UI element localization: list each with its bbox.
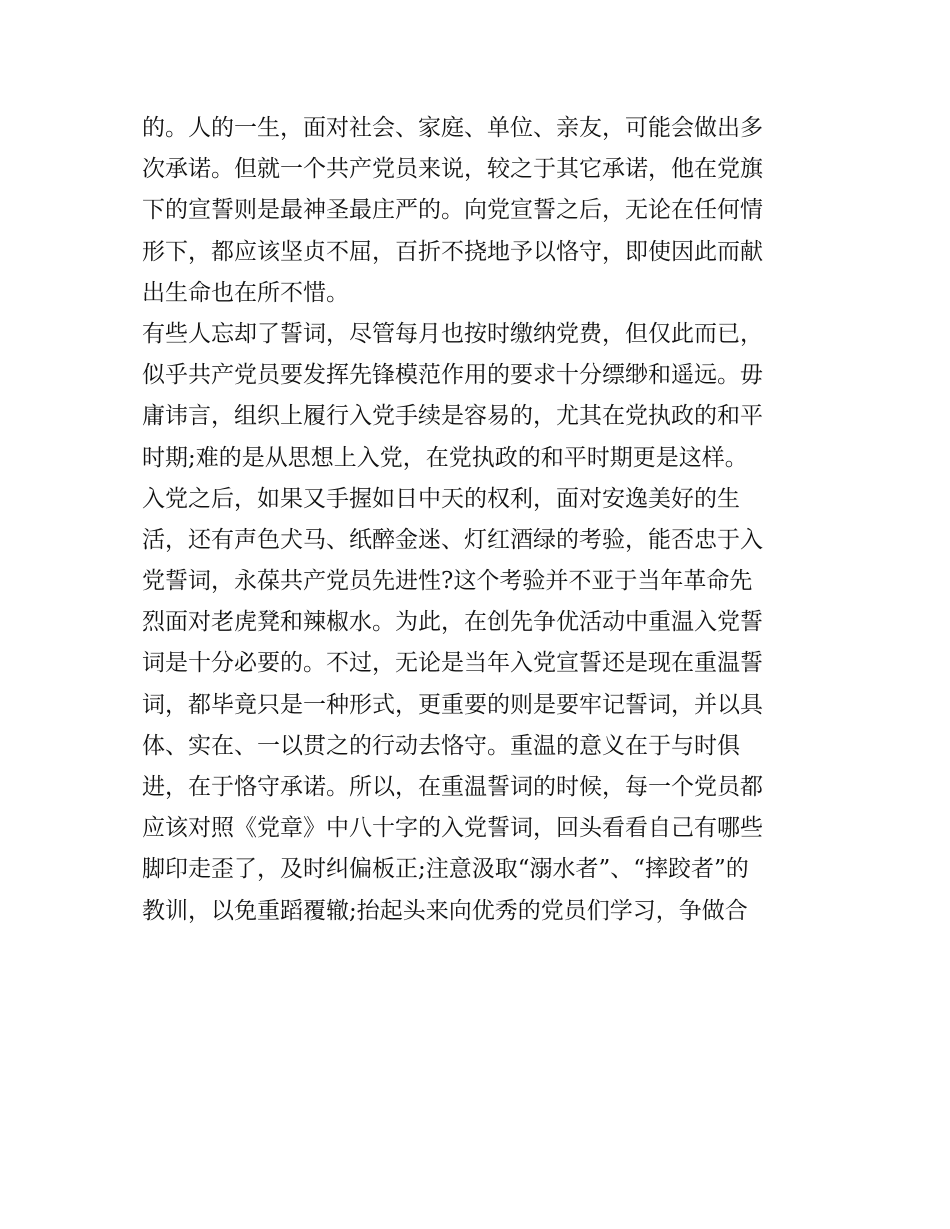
text-line: 进，在于恪守承诺。所以，在重温誓词的时候，每一个党员都 bbox=[142, 774, 763, 800]
text-line: 庸讳言，组织上履行入党手续是容易的，尤其在党执政的和平 bbox=[142, 403, 763, 430]
text-line: 形下，都应该坚贞不屈，百折不挠地予以恪守，即使因此而献 bbox=[142, 238, 763, 265]
text-line: 教训，以免重蹈覆辙;抬起头来向优秀的党员们学习，争做合 bbox=[142, 897, 748, 924]
text-line: 党誓词，永葆共产党员先进性?这个考验并不亚于当年革命先 bbox=[142, 568, 753, 595]
text-line: 的。人的一生，面对社会、家庭、单位、亲友，可能会做出多 bbox=[142, 115, 763, 141]
text-line: 体、实在、一以贯之的行动去恪守。重温的意义在于与时俱 bbox=[142, 732, 740, 759]
text-line: 次承诺。但就一个共产党员来说，较之于其它承诺，他在党旗 bbox=[142, 156, 763, 183]
text-line: 应该对照《党章》中八十字的入党誓词，回头看看自己有哪些 bbox=[142, 815, 763, 842]
text-line: 时期;难的是从思想上入党，在党执政的和平时期更是这样。 bbox=[142, 444, 748, 471]
text-line: 词，都毕竟只是一种形式，更重要的则是要牢记誓词，并以具 bbox=[142, 691, 763, 718]
text-line: 出生命也在所不惜。 bbox=[142, 279, 349, 306]
text-line: 活，还有声色犬马、纸醉金迷、灯红酒绿的考验，能否忠于入 bbox=[142, 526, 763, 553]
text-line: 烈面对老虎凳和辣椒水。为此，在创先争优活动中重温入党誓 bbox=[142, 609, 763, 636]
text-line: 有些人忘却了誓词，尽管每月也按时缴纳党费，但仅此而已， bbox=[142, 320, 763, 347]
text-line: 下的宣誓则是最神圣最庄严的。向党宣誓之后，无论在任何情 bbox=[142, 197, 763, 224]
body-text bbox=[142, 108, 822, 932]
text-line: 词是十分必要的。不过，无论是当年入党宣誓还是现在重温誓 bbox=[142, 650, 763, 677]
text-line: 脚印走歪了，及时纠偏板正;注意汲取“溺水者”、“摔跤者”的 bbox=[142, 856, 749, 883]
text-line: 入党之后，如果又手握如日中天的权利，面对安逸美好的生 bbox=[142, 485, 740, 512]
text-line: 似乎共产党员要发挥先锋模范作用的要求十分缥缈和遥远。毋 bbox=[142, 362, 763, 389]
